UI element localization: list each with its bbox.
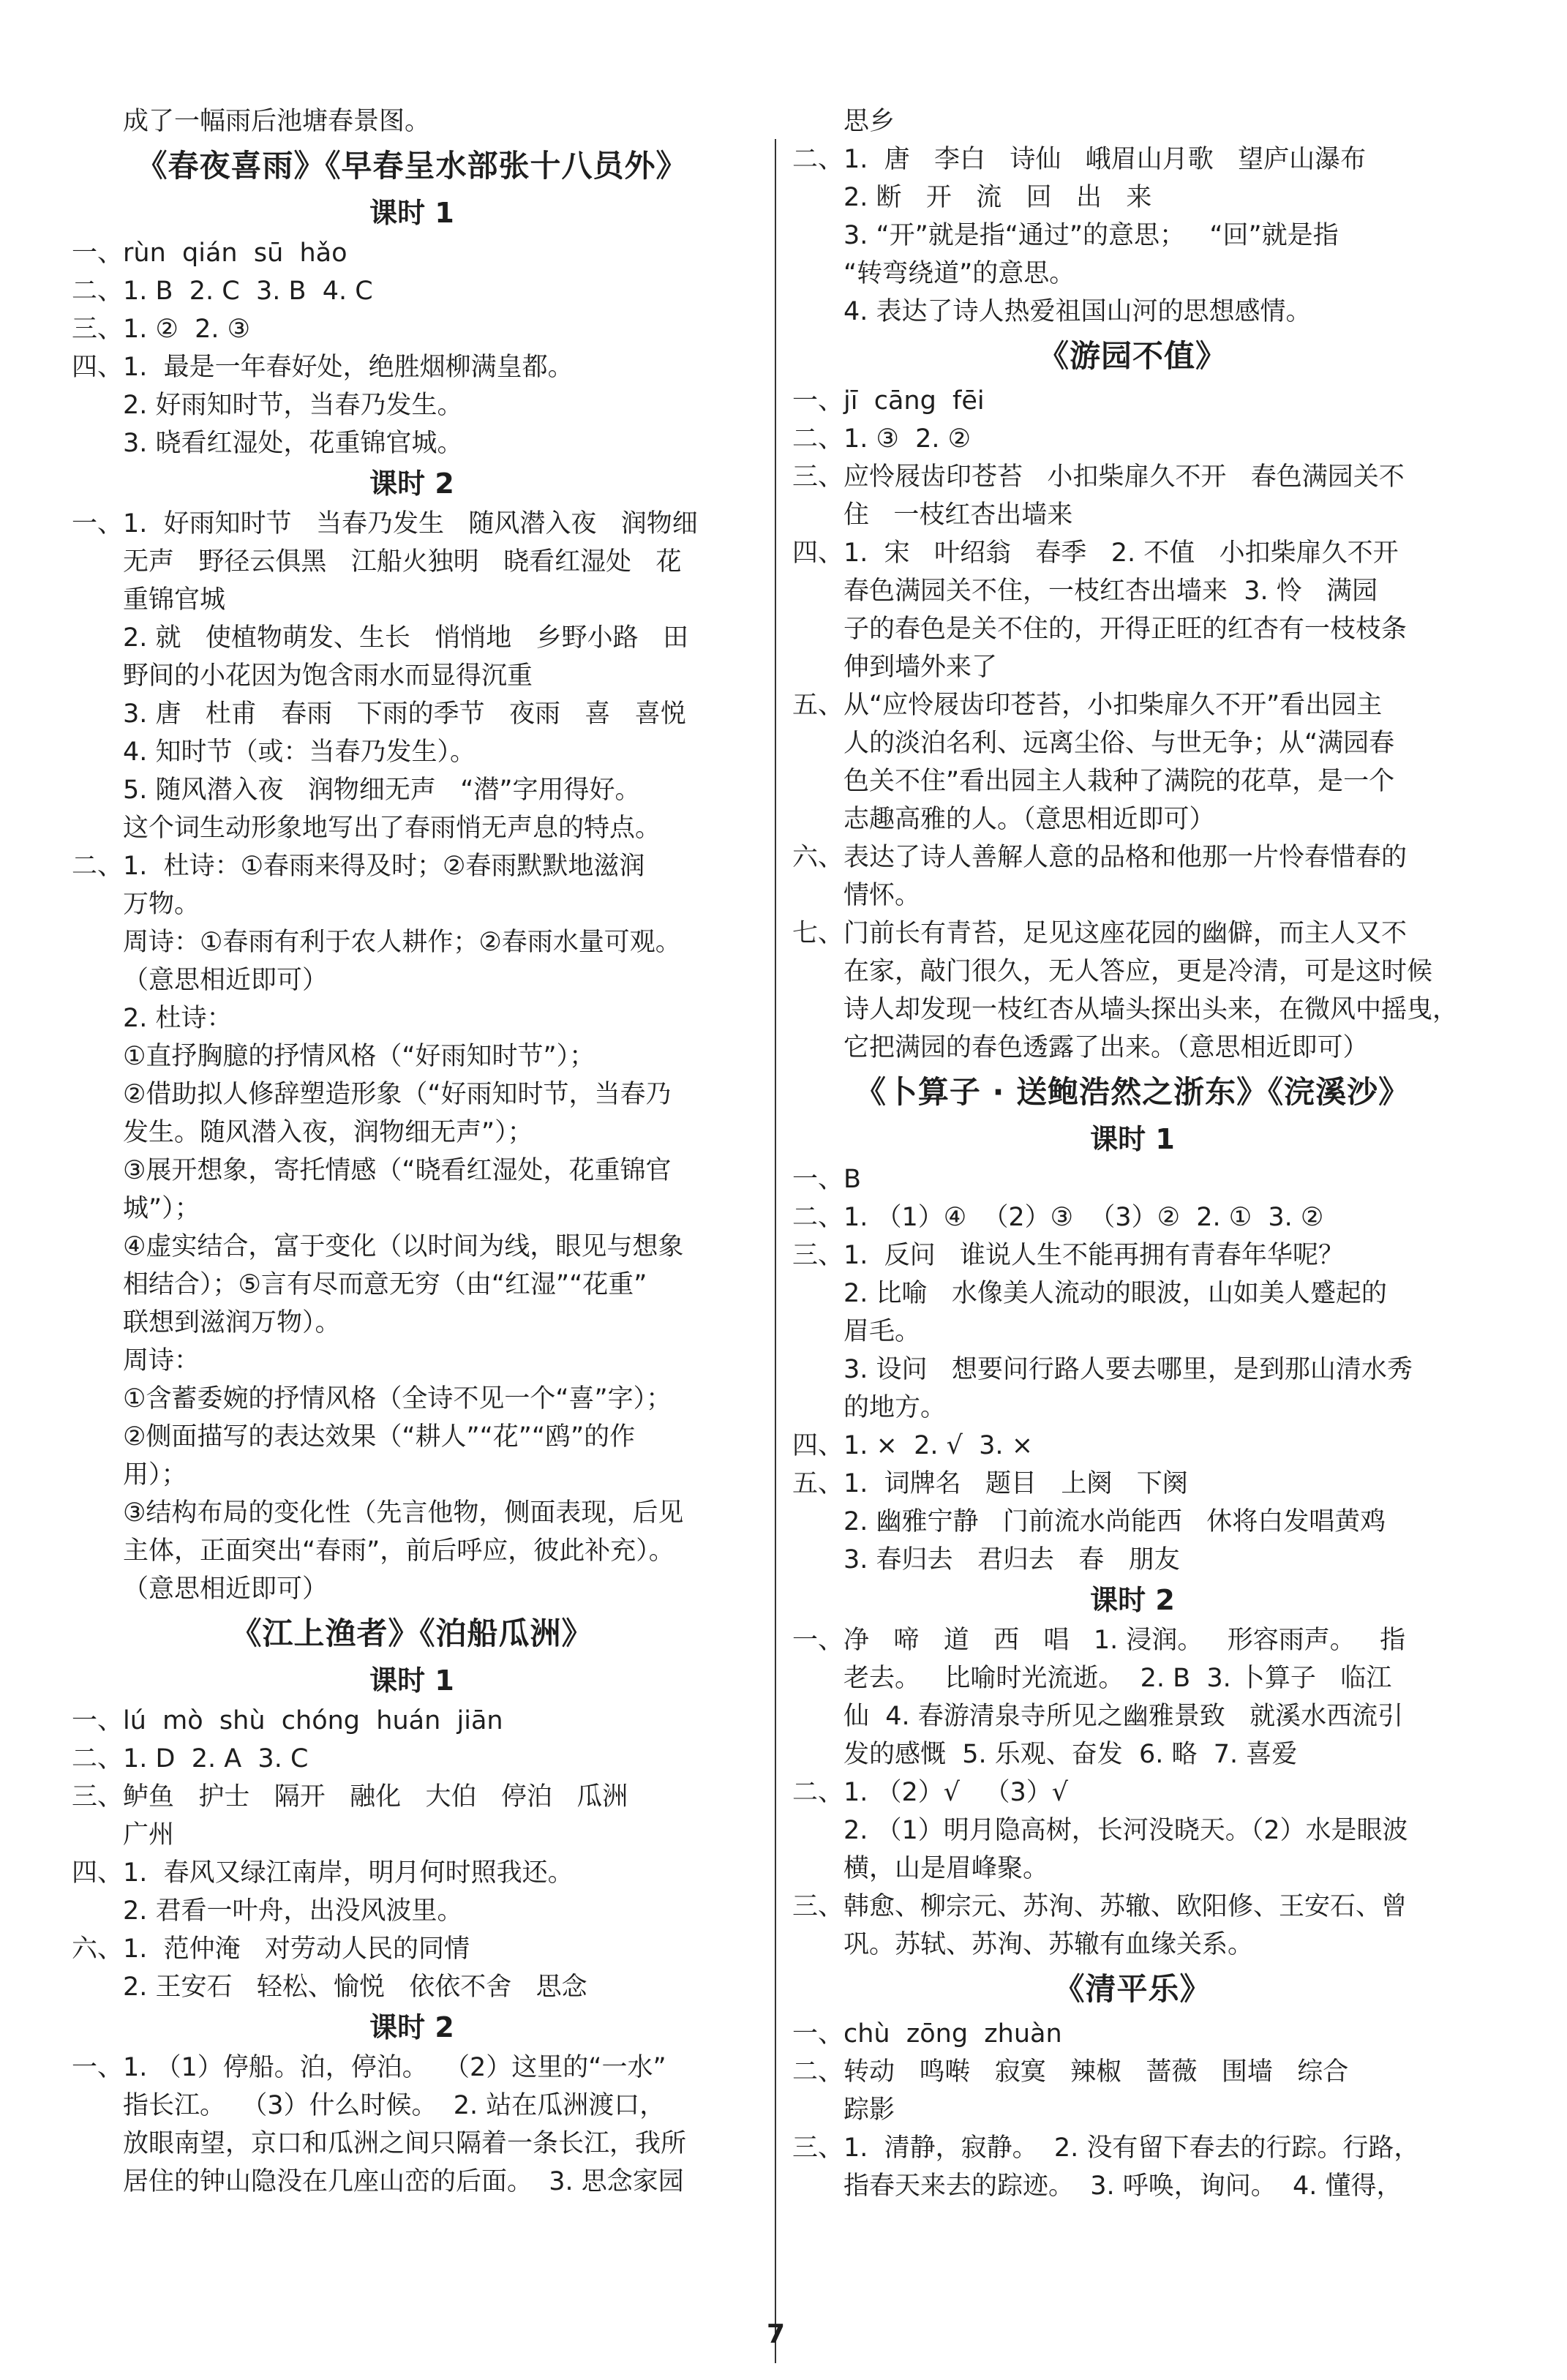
answer-line: 指长江。 （3）什么时候。 2. 站在瓜洲渡口， [123,2091,666,2120]
answer-line: 在家，敲门很久，无人答应，更是冷清，可是这时候 [843,957,1433,986]
answer-line: 用）； [123,1460,187,1490]
answer-line: 2. 杜诗： [123,1004,233,1033]
answer-line: 居住的钟山隐没在几座山峦的后面。 3. 思念家园 [123,2167,684,2196]
section-title: 《春夜喜雨》《早春呈水部张十八员外》 [136,148,688,184]
answer-line: 二、1. B 2. C 3. B 4. C [72,277,373,306]
answer-line: 情怀。 [843,881,921,910]
answer-line: 3. 晓看红湿处，花重锦官城。 [123,429,463,458]
answer-line: 城”）； [123,1194,200,1223]
answer-line: 万物。 [123,890,200,919]
answer-line: 一、jī cāng fēi [792,386,985,416]
answer-line: 四、1. 最是一年春好处，绝胜烟柳满皇都。 [72,353,574,382]
answer-line: 成了一幅雨后池塘春景图。 [123,107,431,136]
answer-line: 一、1. （1）停船。泊，停泊。 （2）这里的“一水” [72,2053,666,2082]
answer-line: ①直抒胸臆的抒情风格（“好雨知时节”）； [123,1042,595,1071]
answer-line: 2. 好雨知时节，当春乃发生。 [123,391,463,420]
answer-line: 广州 [123,1820,175,1850]
answer-line: 三、韩愈、柳宗元、苏洵、苏辙、欧阳修、王安石、曾 [792,1892,1408,1921]
answer-line: 联想到滋润万物）。 [123,1308,341,1337]
answer-line: 四、1. × 2. √ 3. × [792,1431,1034,1460]
answer-line: ④虚实结合，富于变化（以时间为线，眼见与想象 [123,1232,684,1261]
answer-line: 它把满园的春色透露了出来。（意思相近即可） [843,1033,1369,1062]
lesson-heading: 课时 2 [369,468,454,500]
answer-line: 二、1. （1）④ （2）③ （3）② 2. ① 3. ② [792,1203,1324,1232]
answer-line: 3. “开”就是指“通过”的意思； “回”就是指 [843,221,1339,250]
answer-line: 这个词生动形象地写出了春雨悄无声息的特点。 [123,814,661,843]
section-title: 《游园不值》 [1037,338,1227,374]
section-title: 《江上渔者》《泊船瓜洲》 [230,1615,593,1651]
answer-line: 志趣高雅的人。（意思相近即可） [843,805,1215,834]
column-divider [775,139,776,2363]
answer-line: 六、表达了诗人善解人意的品格和他那一片怜春惜春的 [792,843,1408,872]
answer-line: 一、lú mò shù chóng huán jiān [72,1706,503,1735]
answer-line: 二、转动 鸣啭 寂寞 辣椒 蔷薇 围墙 综合 [792,2057,1349,2087]
answer-line: 4. 知时节（或：当春乃发生）。 [123,737,476,767]
answer-line: 七、门前长有青苔，足见这座花园的幽僻，而主人又不 [792,919,1408,948]
answer-line: 2. 君看一叶舟，出没风波里。 [123,1896,463,1926]
answer-line: ③结构布局的变化性（先言他物，侧面表现，后见 [123,1498,684,1528]
answer-line: 相结合）；⑤言有尽而意无穷（由“红湿”“花重” [123,1270,647,1299]
answer-line: 三、1. 清静，寂静。 2. 没有留下春去的行踪。行路， [792,2133,1420,2163]
answer-line: 三、应怜屐齿印苍苔 小扣柴扉久不开 春色满园关不 [792,462,1405,492]
lesson-heading: 课时 1 [1090,1123,1175,1155]
answer-line: 伸到墙外来了 [843,653,998,682]
answer-line: 3. 春归去 君归去 春 朋友 [843,1545,1180,1574]
answer-line: 春色满园关不住，一枝红杏出墙来 3. 怜 满园 [843,577,1378,606]
answer-line: 色关不住”看出园主人栽种了满院的花草，是一个 [843,767,1395,796]
answer-line: 巩。苏轼、苏洵、苏辙有血缘关系。 [843,1930,1254,1959]
answer-line: 主体，正面突出“春雨”，前后呼应，彼此补充）。 [123,1536,674,1566]
answer-line: （意思相近即可） [123,966,328,995]
answer-line: 一、rùn qián sū hǎo [72,239,347,268]
answer-line: 5. 随风潜入夜 润物细无声 “潜”字用得好。 [123,776,641,805]
answer-line: 诗人却发现一枝红杏从墙头探出头来，在微风中摇曳， [843,995,1459,1024]
answer-line: 2. 就 使植物萌发、生长 悄悄地 乡野小路 田 [123,623,689,653]
answer-line: 老去。 比喻时光流逝。 2. B 3. 卜算子 临江 [843,1664,1392,1693]
answer-line: （意思相近即可） [123,1574,328,1604]
answer-line: 一、1. 好雨知时节 当春乃发生 随风潜入夜 润物细 [72,509,698,538]
answer-line: 一、净 啼 道 西 唱 1. 浸润。 形容雨声。 指 [792,1626,1406,1655]
answer-line: 住 一枝红杏出墙来 [843,500,1073,530]
answer-line: 发的感慨 5. 乐观、奋发 6. 略 7. 喜爱 [843,1740,1298,1769]
answer-line: 二、1. D 2. A 3. C [72,1744,309,1773]
answer-line: 子的春色是关不住的，开得正旺的红杏有一枝枝条 [843,615,1408,644]
answer-line: 五、1. 词牌名 题目 上阕 下阕 [792,1469,1188,1498]
answer-line: ②借助拟人修辞塑造形象（“好雨知时节，当春乃 [123,1080,672,1109]
answer-line: 野间的小花因为饱含雨水而显得沉重 [123,661,533,691]
answer-line: 二、1. ③ 2. ② [792,424,972,454]
lesson-heading: 课时 2 [1090,1584,1175,1616]
answer-line: 二、1. 杜诗：①春雨来得及时；②春雨默默地滋润 [72,852,645,881]
answer-line: 2. 幽雅宁静 门前流水尚能西 休将白发唱黄鸡 [843,1507,1386,1536]
answer-line: 二、1. 唐 李白 诗仙 峨眉山月歌 望庐山瀑布 [792,145,1367,174]
answer-line: 3. 设问 想要问行路人要去哪里，是到那山清水秀 [843,1355,1413,1384]
page-number: 7 [767,2319,786,2349]
left-column [72,102,752,2201]
answer-line: 的地方。 [843,1393,947,1422]
answer-line: 五、从“应怜屐齿印苍苔，小扣柴扉久不开”看出园主 [792,691,1383,720]
answer-line: “转弯绕道”的意思。 [843,259,1075,288]
lesson-heading: 课时 2 [369,2011,454,2043]
answer-line: ③展开想象，寄托情感（“晓看红湿处，花重锦官 [123,1156,672,1185]
answer-line: 四、1. 宋 叶绍翁 春季 2. 不值 小扣柴扉久不开 [792,538,1399,568]
answer-line: 发生。随风潜入夜，润物细无声”）； [123,1118,533,1147]
answer-line: 2. 王安石 轻松、愉悦 依依不舍 思念 [123,1972,587,2002]
answer-line: 二、1. （2）√ （3）√ [792,1778,1069,1807]
answer-line: 眉毛。 [843,1317,921,1346]
answer-line: 仙 4. 春游清泉寺所见之幽雅景致 就溪水西流引 [843,1702,1404,1731]
answer-line: 重锦官城 [123,585,226,615]
lesson-heading: 课时 1 [369,197,454,229]
answer-line: ①含蓄委婉的抒情风格（全诗不见一个“喜”字）； [123,1384,672,1414]
answer-line: 四、1. 春风又绿江南岸，明月何时照我还。 [72,1858,574,1888]
answer-line: 横，山是眉峰聚。 [843,1854,1049,1883]
section-title: 《卜算子 · 送鲍浩然之浙东》《浣溪沙》 [854,1074,1410,1110]
answer-line: 一、chù zōng zhuàn [792,2019,1062,2049]
lesson-heading: 课时 1 [369,1664,454,1697]
answer-line: 思乡 [843,107,895,136]
answer-line: 周诗： [123,1346,200,1375]
section-title: 《清平乐》 [1053,1971,1211,2007]
answer-line: 放眼南望，京口和瓜洲之间只隔着一条长江，我所 [123,2129,687,2158]
answer-line: 2. （1）明月隐高树，长河没晓天。（2）水是眼波 [843,1816,1408,1845]
answer-line: 三、鲈鱼 护士 隔开 融化 大伯 停泊 瓜洲 [72,1782,628,1812]
answer-line: 4. 表达了诗人热爱祖国山河的思想感情。 [843,297,1312,326]
answer-line: 周诗：①春雨有利于农人耕作；②春雨水量可观。 [123,928,681,957]
answer-line: 一、B [792,1165,862,1194]
answer-line: 三、1. ② 2. ③ [72,315,251,344]
answer-line: ②侧面描写的表达效果（“耕人”“花”“鸥”的作 [123,1422,636,1452]
answer-line: 指春天来去的踪迹。 3. 呼唤，询问。 4. 懂得， [843,2171,1402,2201]
answer-line: 2. 断 开 流 回 出 来 [843,183,1152,212]
right-column [792,102,1473,2205]
answer-line: 无声 野径云俱黑 江船火独明 晓看红湿处 花 [123,547,682,577]
answer-line: 3. 唐 杜甫 春雨 下雨的季节 夜雨 喜 喜悦 [123,699,686,729]
answer-line: 六、1. 范仲淹 对劳动人民的同情 [72,1934,470,1964]
answer-line: 三、1. 反问 谁说人生不能再拥有青春年华呢？ [792,1241,1345,1270]
answer-line: 2. 比喻 水像美人流动的眼波，山如美人蹙起的 [843,1279,1387,1308]
answer-line: 人的淡泊名利、远离尘俗、与世无争；从“满园春 [843,729,1395,758]
answer-line: 踪影 [843,2095,895,2125]
